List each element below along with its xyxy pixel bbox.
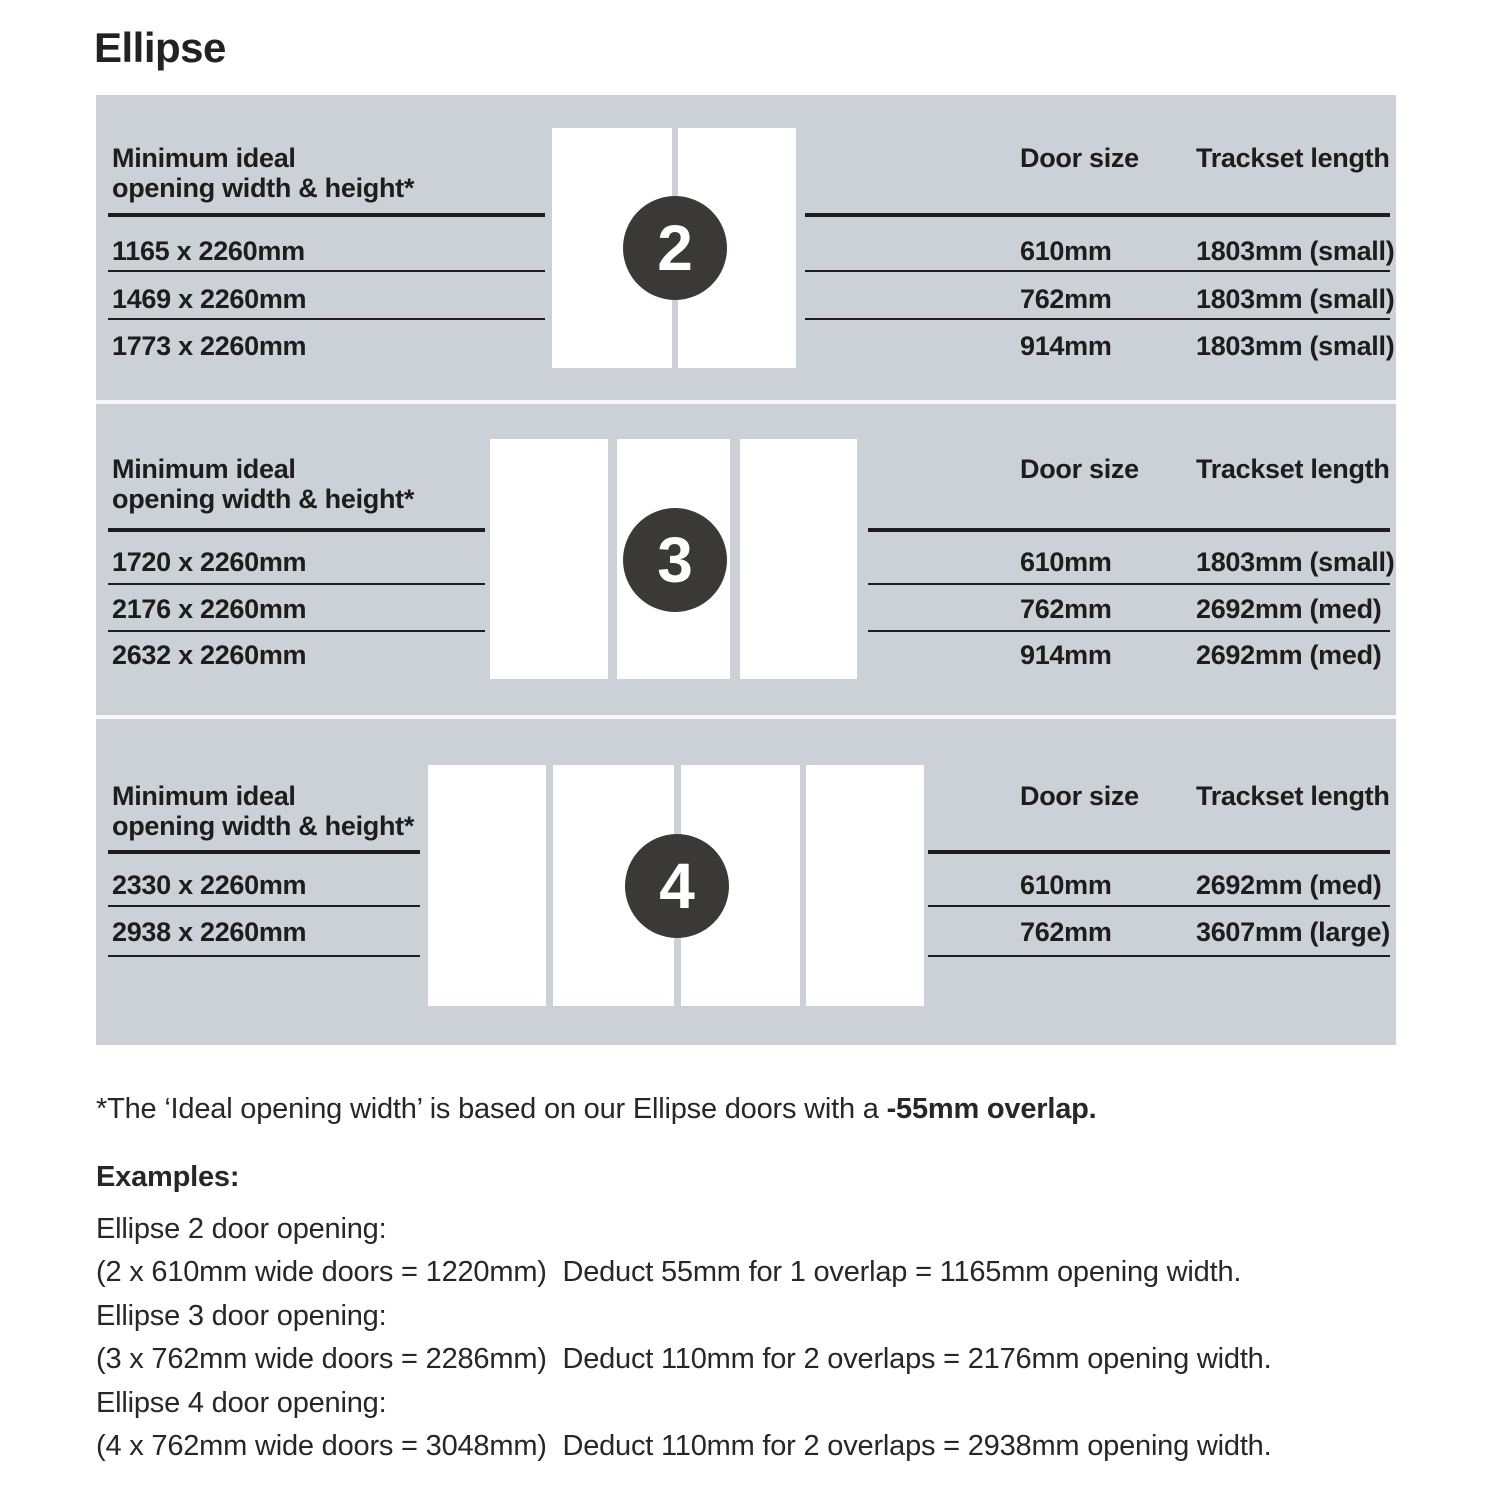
opening-size-value: 1469 x 2260mm [112, 284, 307, 314]
door-panel [806, 765, 924, 1006]
trackset-length-value: 3607mm (large) [1196, 917, 1390, 947]
door-count-number: 2 [657, 212, 693, 284]
row-divider [108, 905, 420, 907]
trackset-length-value: 1803mm (small) [1196, 331, 1395, 361]
door-size-value: 610mm [1020, 870, 1112, 900]
door-count-number: 4 [659, 850, 695, 922]
opening-size-value: 1773 x 2260mm [112, 331, 307, 361]
door-size-value: 914mm [1020, 640, 1112, 670]
opening-size-value: 2330 x 2260mm [112, 870, 307, 900]
door-size-value: 914mm [1020, 331, 1112, 361]
row-divider [805, 270, 1390, 272]
row-divider [108, 630, 485, 632]
door-panel [490, 439, 608, 679]
header-rule [805, 213, 1390, 217]
row-divider [108, 583, 485, 585]
door-size-value: 762mm [1020, 284, 1112, 314]
row-divider [928, 955, 1390, 957]
opening-size-value: 2632 x 2260mm [112, 640, 307, 670]
door-panel [740, 439, 857, 679]
section-2-door [96, 95, 1396, 400]
row-divider [868, 583, 1390, 585]
opening-size-value: 1720 x 2260mm [112, 547, 307, 577]
trackset-column-header: Trackset length [1196, 454, 1390, 484]
example-detail: (2 x 610mm wide doors = 1220mm) Deduct 55mm for 1 overlap = 1165mm opening width. [96, 1256, 1242, 1288]
left-header-line1: Minimum ideal [112, 143, 296, 173]
spec-panel [96, 95, 1396, 1045]
door-count-badge [623, 196, 727, 300]
door-panel [428, 765, 546, 1006]
left-header-line1: Minimum ideal [112, 454, 296, 484]
header-rule [108, 213, 545, 217]
opening-size-value: 2938 x 2260mm [112, 917, 307, 947]
footnote-bold-text: -55mm overlap. [886, 1093, 1097, 1125]
left-column-header [112, 781, 414, 841]
left-column-header [112, 143, 414, 203]
opening-size-value: 1165 x 2260mm [112, 236, 305, 266]
door-size-value: 762mm [1020, 594, 1112, 624]
trackset-length-value: 2692mm (med) [1196, 870, 1382, 900]
example-detail: (3 x 762mm wide doors = 2286mm) Deduct 110mm for 2 overlaps = 2176mm opening width. [96, 1343, 1272, 1375]
trackset-column-header: Trackset length [1196, 781, 1390, 811]
header-rule [108, 850, 420, 854]
footnote-text: *The ‘Ideal opening width’ is based on our Ellipse doors with a [96, 1093, 887, 1125]
left-header-line2: opening width & height* [112, 484, 415, 514]
header-rule [108, 528, 485, 532]
left-header-line2: opening width & height* [112, 173, 415, 203]
door-size-value: 610mm [1020, 547, 1112, 577]
example-label: Ellipse 4 door opening: [96, 1387, 387, 1419]
door-count-badge [623, 508, 727, 612]
door-count-badge [625, 834, 729, 938]
example-label: Ellipse 2 door opening: [96, 1213, 387, 1245]
left-header-line2: opening width & height* [112, 811, 415, 841]
section-4-door [96, 719, 1396, 1045]
row-divider [928, 905, 1390, 907]
left-column-header [112, 454, 414, 514]
trackset-column-header: Trackset length [1196, 143, 1390, 173]
header-rule [928, 850, 1390, 854]
door-size-value: 762mm [1020, 917, 1112, 947]
door-size-column-header: Door size [1020, 454, 1139, 484]
left-header-line1: Minimum ideal [112, 781, 296, 811]
row-divider [108, 955, 420, 957]
trackset-length-value: 1803mm (small) [1196, 236, 1395, 266]
door-size-value: 610mm [1020, 236, 1112, 266]
row-divider [805, 318, 1390, 320]
row-divider [108, 318, 545, 320]
door-size-column-header: Door size [1020, 781, 1139, 811]
example-detail: (4 x 762mm wide doors = 3048mm) Deduct 110mm for 2 overlaps = 2938mm opening width. [96, 1430, 1272, 1462]
trackset-length-value: 2692mm (med) [1196, 640, 1382, 670]
opening-size-value: 2176 x 2260mm [112, 594, 307, 624]
section-3-door [96, 404, 1396, 715]
trackset-length-value: 1803mm (small) [1196, 284, 1395, 314]
door-size-column-header: Door size [1020, 143, 1139, 173]
row-divider [108, 270, 545, 272]
door-count-number: 3 [657, 524, 693, 596]
header-rule [868, 528, 1390, 532]
example-label: Ellipse 3 door opening: [96, 1300, 387, 1332]
trackset-length-value: 1803mm (small) [1196, 547, 1395, 577]
trackset-length-value: 2692mm (med) [1196, 594, 1382, 624]
row-divider [868, 630, 1390, 632]
examples-heading: Examples: [96, 1161, 240, 1193]
page-title: Ellipse [94, 24, 226, 71]
footnote [96, 1092, 1097, 1126]
